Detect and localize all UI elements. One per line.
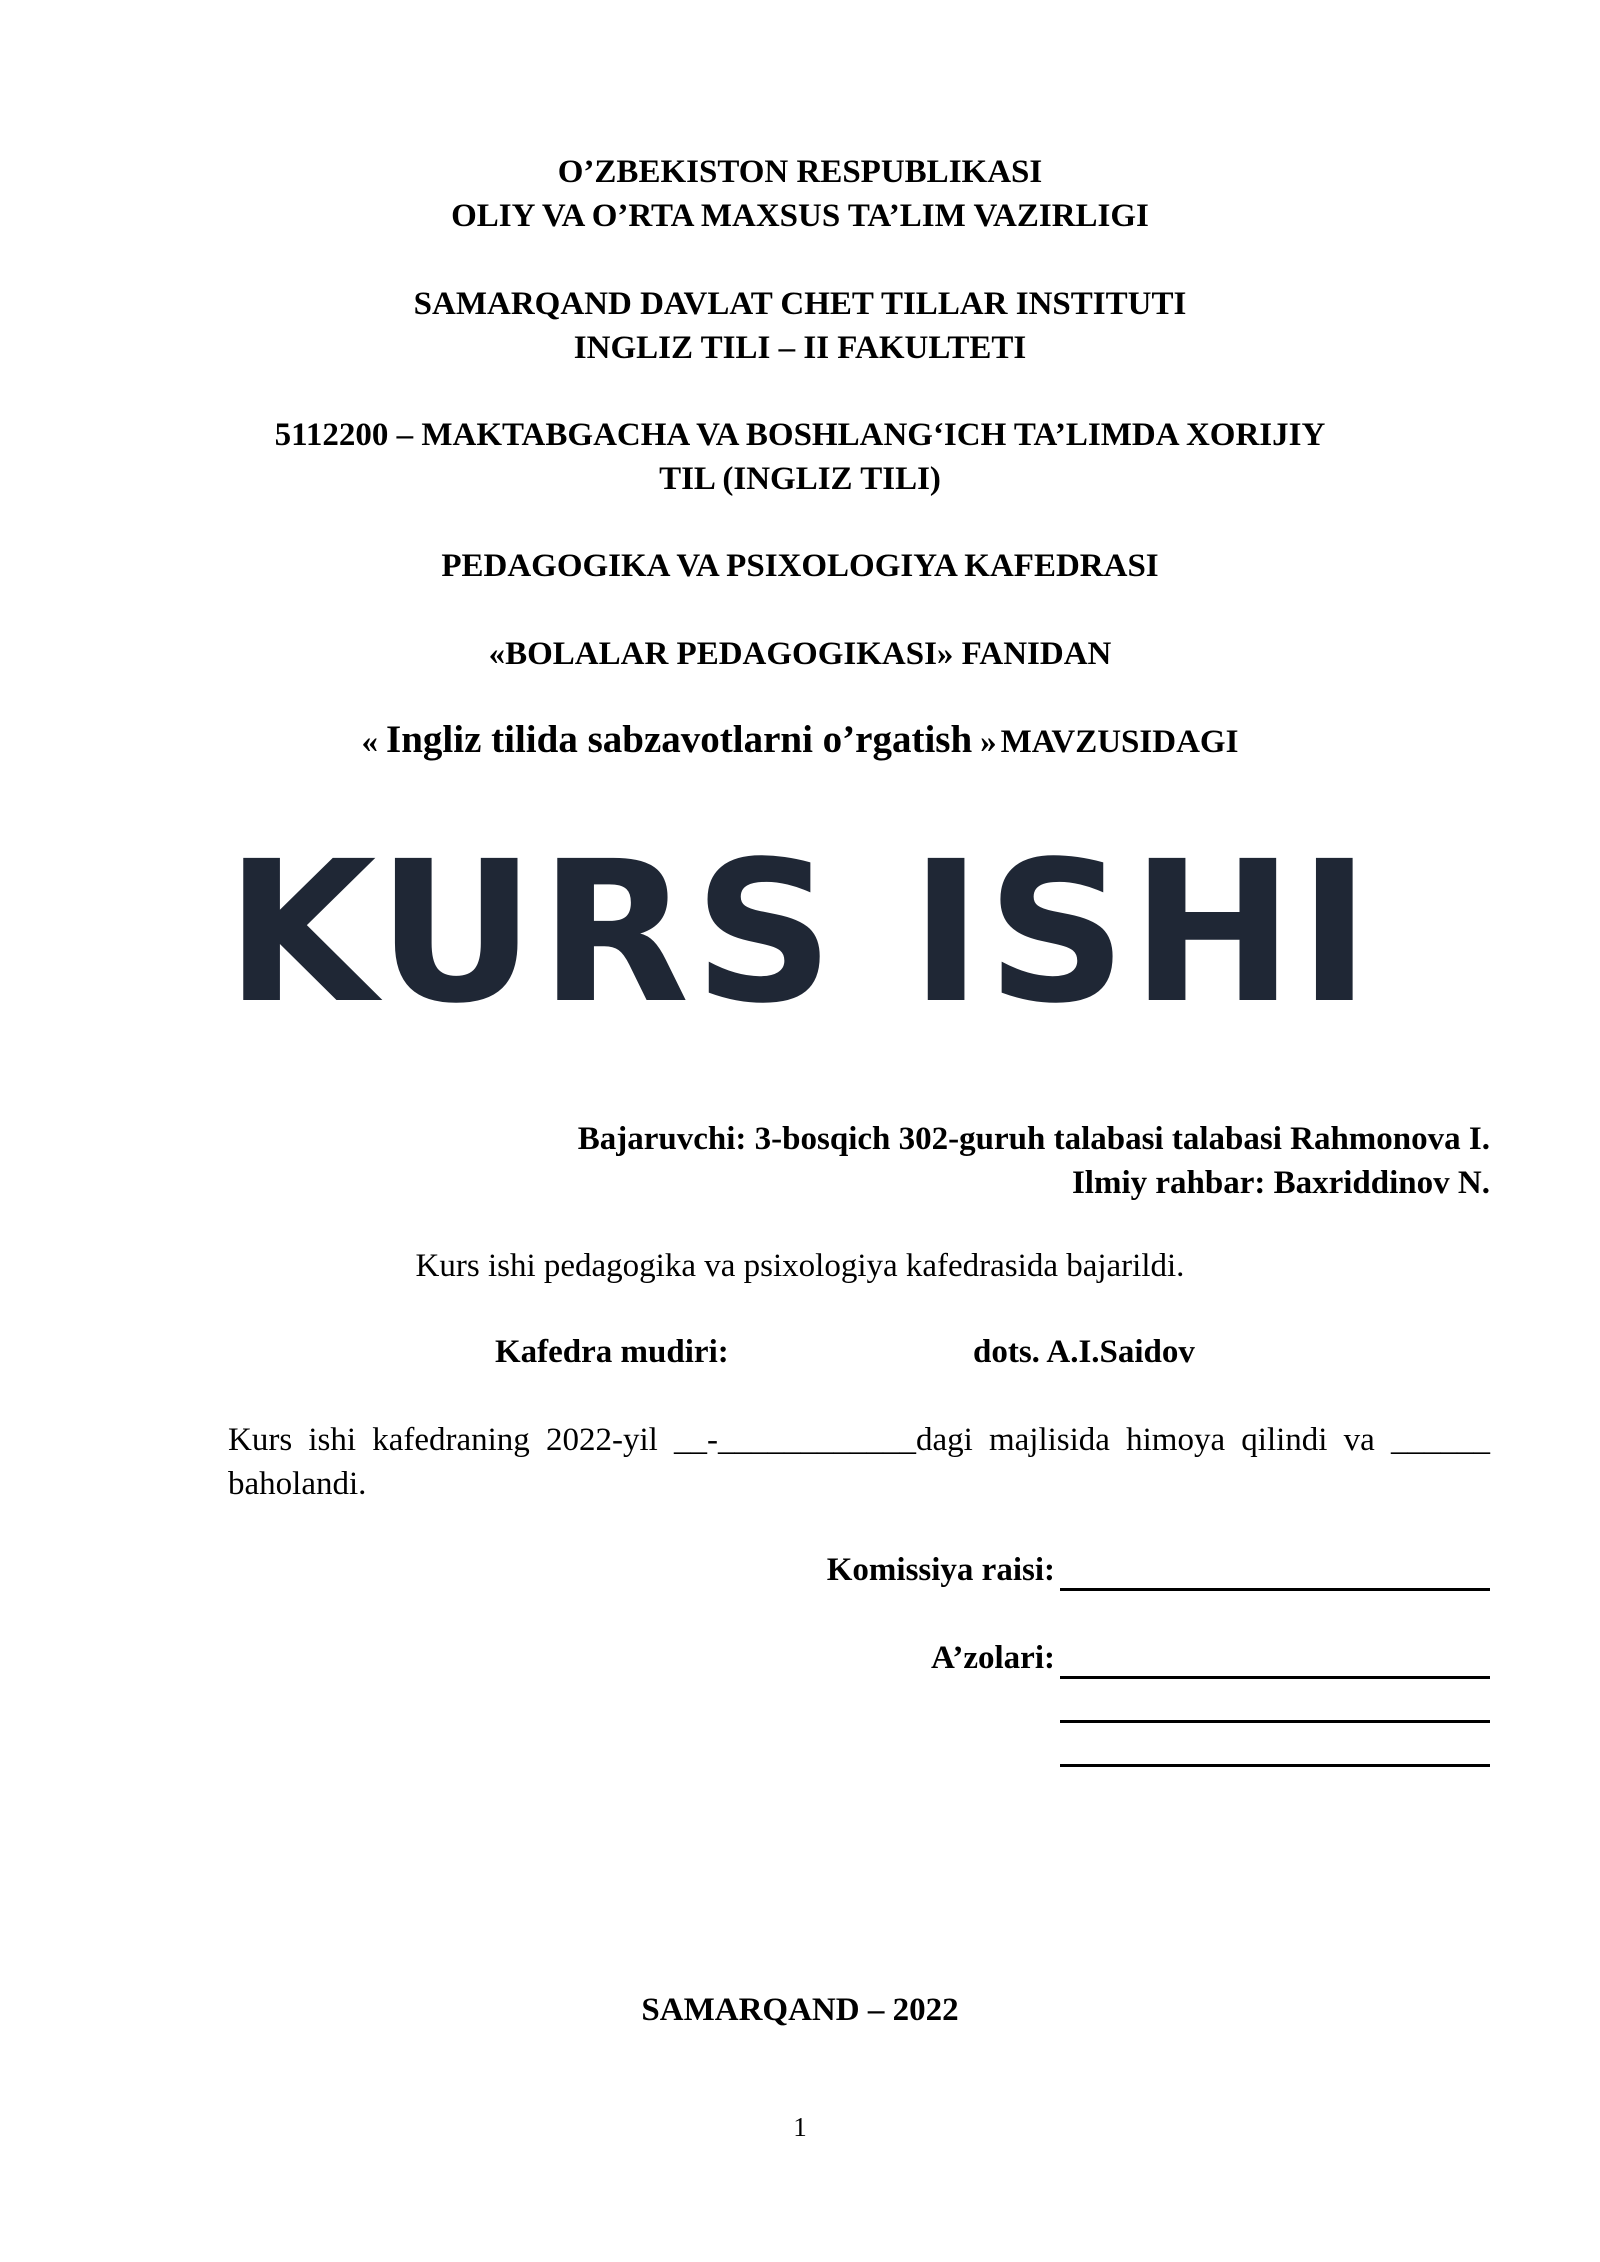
specialty-line-1: 5112200 – MAKTABGACHA VA BOSHLANG‘ICH TA’LIMDA XORIJIY [274,417,1326,453]
city-year: SAMARQAND – 2022 [641,1992,959,2028]
topic-open-quote: « [361,724,379,760]
performer-line: Bajaruvchi: 3-bosqich 302-guruh talabasi talabasi Rahmonova I. [577,1121,1490,1157]
supervisor-line: Ilmiy rahbar: Baxriddinov N. [1071,1165,1490,1201]
member-blank-2 [1060,1720,1490,1723]
topic-title: Ingliz tilida sabzavotlarni o’rgatish [386,718,973,761]
subject-name: «BOLALAR PEDAGOGIKASI» FANIDAN [488,636,1112,672]
ministry-line-1: O’ZBEKISTON RESPUBLIKASI [557,154,1043,190]
head-of-department-label: Kafedra mudiri: [495,1334,729,1370]
topic-line [0,717,1600,762]
main-title: KURS ISHI [225,819,1375,1046]
topic-close-quote: » [980,724,997,760]
member-blank-3 [1060,1764,1490,1767]
head-of-department-name: dots. A.I.Saidov [973,1334,1195,1370]
page-number: 1 [793,2112,807,2142]
defense-note: Kurs ishi kafedraning 2022-yil __-____________dagi majlisida himoya qilindi va ______ baholandi. [228,1422,1490,1502]
commission-chair-label: Komissiya raisi: [826,1552,1055,1588]
completion-note: Kurs ishi pedagogika va psixologiya kafedrasida bajarildi. [415,1248,1185,1284]
specialty-line-2: TIL (INGLIZ TILI) [659,461,941,497]
ministry-line-2: OLIY VA O’RTA MAXSUS TA’LIM VAZIRLIGI [451,198,1149,234]
institute-line-2: INGLIZ TILI – II FAKULTETI [573,330,1027,366]
topic-suffix: MAVZUSIDAGI [1000,724,1239,760]
commission-chair-blank [1060,1588,1490,1591]
institute-line-1: SAMARQAND DAVLAT CHET TILLAR INSTITUTI [413,286,1187,322]
member-blank-1 [1060,1676,1490,1679]
commission-members-label: A’zolari: [931,1640,1055,1676]
department-name: PEDAGOGIKA VA PSIXOLOGIYA KAFEDRASI [441,548,1159,584]
